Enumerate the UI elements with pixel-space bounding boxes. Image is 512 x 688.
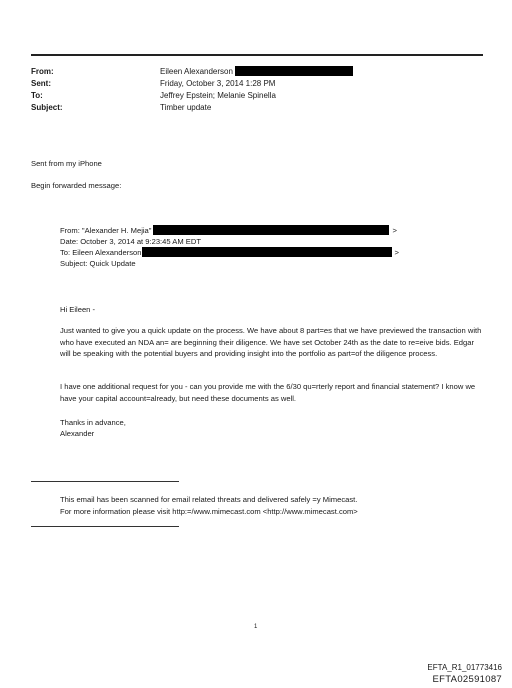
redaction-box [142, 247, 392, 257]
sent-from-iphone: Sent from my iPhone [31, 159, 102, 168]
fwd-from-line [60, 225, 397, 236]
footer-rule-top [31, 481, 179, 482]
begin-forwarded: Begin forwarded message: [31, 181, 122, 190]
to-value: Jeffrey Epstein; Melanie Spinella [160, 91, 276, 100]
bates-code-2: EFTA02591087 [432, 674, 502, 685]
subject-label: Subject: [31, 103, 63, 112]
redaction-box [235, 66, 353, 76]
footer-rule-bottom [31, 526, 179, 527]
footer-line-2: For more information please visit http:=/www.mimecast.com <http://www.mimecast.com> [60, 507, 358, 516]
header-top-rule [31, 54, 483, 56]
fwd-to-end: > [394, 248, 399, 257]
closing-name: Alexander [60, 429, 95, 438]
closing-thanks: Thanks in advance, [60, 418, 126, 427]
body-paragraph-2: I have one additional request for you - can you provide me with the 6/30 qu=rterly report and financial statement? I know we have your capital account=already, but need these documents as well. [60, 382, 476, 403]
fwd-from-text: From: "Alexander H. Mejia" [60, 226, 152, 235]
sent-label: Sent: [31, 79, 51, 88]
greeting: Hi Eileen - [60, 305, 96, 314]
fwd-date-line: Date: October 3, 2014 at 9:23:45 AM EDT [60, 237, 201, 246]
fwd-to-text: To: Eileen Alexanderson [60, 248, 142, 257]
from-name: Eileen Alexanderson [160, 67, 233, 76]
footer-line-1: This email has been scanned for email related threats and delivered safely =y Mimecast. [60, 495, 358, 504]
bates-code-1: EFTA_R1_01773416 [427, 663, 502, 672]
from-value [160, 66, 353, 77]
fwd-from-end: > [392, 226, 397, 235]
page-number: 1 [254, 624, 258, 630]
sent-value: Friday, October 3, 2014 1:28 PM [160, 79, 276, 88]
subject-value: Timber update [160, 103, 212, 112]
redaction-box [153, 225, 389, 235]
body-paragraph-1: Just wanted to give you a quick update on the process. We have about 8 part=es that we have previewed the transaction with who have executed an NDA an= are beginning their diligence. We have set October 24th as the date to re=eive bids. Edgar will be speaking with the potential buyers and providing insight into the portfolio as part=of the diligence process. [60, 326, 482, 358]
from-label: From: [31, 67, 54, 76]
fwd-subject-line: Subject: Quick Update [60, 259, 136, 268]
fwd-to-line [60, 247, 399, 258]
to-label: To: [31, 91, 43, 100]
